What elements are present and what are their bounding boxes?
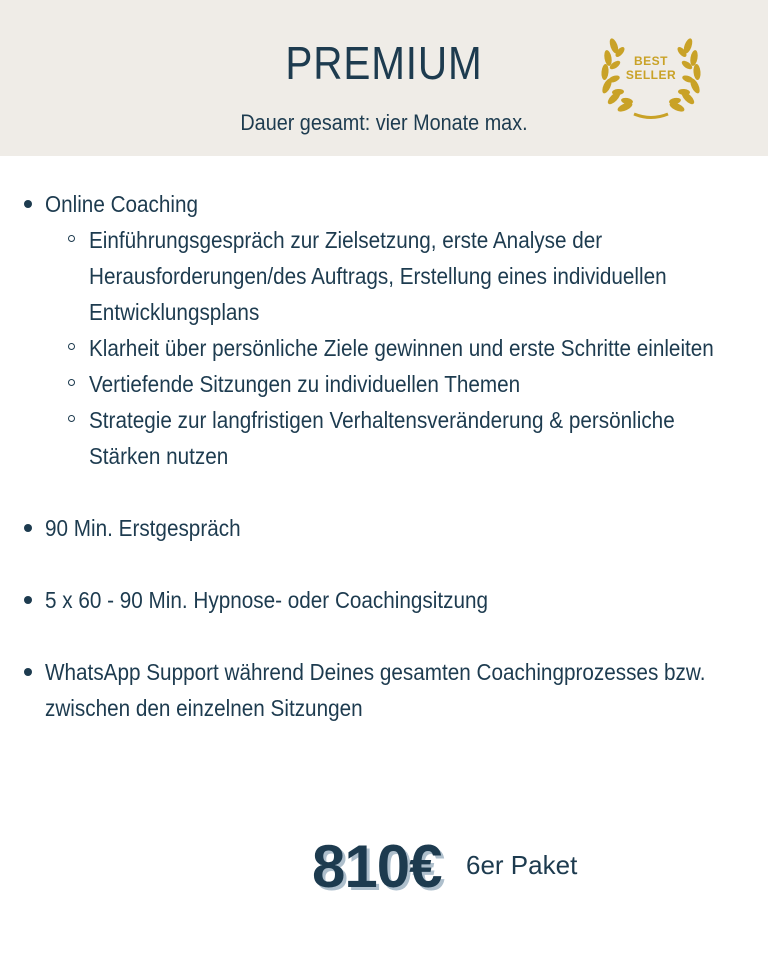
duration-subtitle: Dauer gesamt: vier Monate max.	[240, 110, 528, 135]
badge-label-seller: SELLER	[625, 68, 677, 82]
list-item	[0, 582, 768, 618]
best-seller-badge	[596, 26, 706, 126]
sub-list-item-label: Klarheit über persönliche Ziele gewinnen und erste Schritte einleiten	[89, 335, 714, 361]
sub-list-item-label: Strategie zur langfristigen Verhaltensveränderung & persönliche Stärken nutzen	[89, 407, 675, 469]
sub-list-item	[45, 330, 748, 366]
list-item	[0, 510, 768, 546]
sub-list-item-label: Vertiefende Sitzungen zu individuellen Themen	[89, 371, 521, 397]
list-item	[0, 654, 768, 726]
list-item-label: WhatsApp Support während Deines gesamten Coachingprozesses bzw. zwischen den einzelnen Sitzungen	[45, 659, 706, 721]
sub-list-item-label: Einführungsgespräch zur Zielsetzung, erste Analyse der Herausforderungen/des Auftrags, Erstellung eines individuellen Entwicklungsplans	[89, 227, 667, 325]
page-title: PREMIUM	[285, 37, 483, 89]
badge-label-best: BEST	[633, 54, 668, 68]
sub-list-item	[45, 366, 748, 402]
features-list	[0, 186, 768, 726]
list-item-label: 90 Min. Erstgespräch	[45, 515, 241, 541]
sub-list-item	[45, 222, 748, 330]
price-package-note: 6er Paket	[466, 850, 578, 880]
list-item-label: Online Coaching	[45, 191, 199, 217]
list-item-label: 5 x 60 - 90 Min. Hypnose- oder Coachingsitzung	[45, 587, 488, 613]
header	[0, 0, 768, 156]
sub-list-item	[45, 402, 748, 474]
price-amount: 810€	[312, 833, 442, 900]
list-item	[0, 186, 768, 474]
